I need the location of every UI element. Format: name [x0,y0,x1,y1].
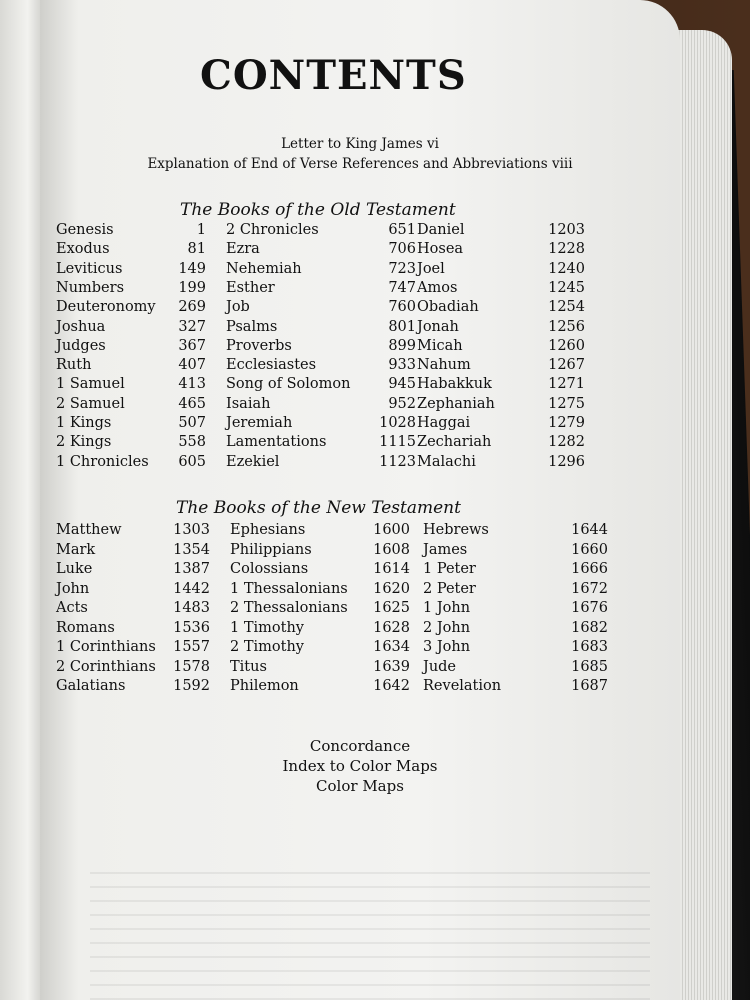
book-page-number: 1600 [373,522,410,538]
book-name: 1 Samuel [56,376,125,393]
book-entry [226,222,416,240]
book-entry [230,620,410,638]
book-entry [230,542,410,560]
new-testament-heading: The Books of the New Testament [176,498,461,518]
book-name: Exodus [56,241,110,258]
book-name: Genesis [56,222,114,238]
book-name: Nehemiah [226,260,302,277]
book-page-number: 1666 [571,561,608,577]
book-entry [56,678,210,696]
book-page-number: 269 [178,299,206,316]
book-name: Ezekiel [226,453,280,470]
book-entry [230,561,410,579]
book-entry [417,415,585,433]
book-page-number: 1028 [379,415,416,431]
book-entry [56,376,206,394]
book-page-number: 407 [178,357,206,374]
book-page-number: 1639 [373,658,410,675]
book-name: Proverbs [226,337,292,354]
book-page-number: 1625 [373,600,410,616]
book-entry [56,454,206,472]
book-page-number: 1672 [571,580,608,597]
book-entry [417,357,585,375]
book-entry [56,222,206,240]
book-entry [417,319,585,337]
book-page-number: 1676 [571,600,608,616]
book-entry [56,261,206,279]
book-name: 2 John [423,619,471,636]
book-name: Song of Solomon [226,376,351,393]
book-entry [417,338,585,356]
book-name: Zechariah [417,434,492,451]
book-name: Jude [423,658,457,675]
book-entry [417,299,585,317]
book-name: Psalms [226,318,278,335]
book-name: Habakkuk [417,376,492,393]
book-page-number: 1254 [548,299,585,316]
book-page-number: 1279 [548,415,585,431]
book-name: Ruth [56,357,92,374]
book-name: 1 Thessalonians [230,580,348,597]
book-entry [226,454,416,472]
book-page-number: 327 [178,318,206,335]
book-entry [423,639,608,657]
book-entry [56,396,206,414]
book-name: 1 Corinthians [56,639,156,655]
book-entry [226,319,416,337]
book-page-number: 1240 [548,260,585,277]
book-entry [423,581,608,599]
book-name: Judges [56,337,106,354]
book-entry [56,542,210,560]
book-entry [56,620,210,638]
book-entry [226,280,416,298]
book-entry [230,600,410,618]
book-entry [423,659,608,677]
book-entry [230,639,410,657]
book-page-number: 1267 [548,357,585,374]
book-page-number: 1296 [548,453,585,470]
book-page-number: 933 [388,357,416,374]
page-title: CONTENTS [200,52,467,99]
book-entry [226,415,416,433]
book-name: Jonah [417,318,459,335]
book-name: Mark [56,541,96,558]
book-name: Joshua [56,318,106,335]
book-page-number: 1387 [173,561,210,577]
book-page-number: 760 [388,299,416,316]
book-name: 1 Kings [56,415,112,431]
book-name: James [423,541,468,558]
book-page-number: 801 [388,318,416,335]
book-name: Isaiah [226,395,271,412]
book-entry [417,454,585,472]
book-entry [226,396,416,414]
book-page-number: 1660 [571,541,608,558]
book-name: Ezra [226,241,260,258]
book-name: Leviticus [56,260,123,277]
book-name: Amos [417,279,458,296]
book-entry [56,415,206,433]
book-entry [417,222,585,240]
book-page-number: 1634 [373,639,410,655]
book-entry [417,376,585,394]
book-entry [56,357,206,375]
book-entry [230,522,410,540]
book-entry [56,434,206,452]
book-page-number: 899 [388,337,416,354]
book-name: 2 Corinthians [56,658,156,675]
book-entry [56,319,206,337]
book-entry [56,522,210,540]
book-name: Zephaniah [417,395,495,412]
book-page-number: 558 [178,434,206,451]
book-name: Joel [417,260,445,277]
book-page-number: 1203 [548,222,585,238]
book-page-number: 1644 [571,522,608,538]
book-page-number: 1608 [373,541,410,558]
book-page-number: 1256 [548,318,585,335]
book-name: Micah [417,337,463,354]
book-name: Philemon [230,678,299,694]
book-name: Luke [56,561,93,577]
front-matter-letter: Letter to King James vi [281,136,439,152]
book-name: Hosea [417,241,464,258]
book-page-number: 413 [178,376,206,393]
book-name: 2 Thessalonians [230,600,348,616]
book-page-number: 1483 [173,600,210,616]
back-matter-color-maps: Color Maps [316,777,404,795]
book-name: 3 John [423,639,471,655]
book-name: 2 Kings [56,434,112,451]
book-name: Job [226,299,250,316]
book-name: 2 Samuel [56,395,125,412]
book-page-number: 651 [388,222,416,238]
book-name: Nahum [417,357,471,374]
book-page-number: 1614 [373,561,410,577]
book-name: 2 Peter [423,580,476,597]
book-page-number: 149 [178,260,206,277]
book-page-number: 706 [388,241,416,258]
book-entry [56,241,206,259]
book-name: Titus [230,658,267,675]
book-entry [226,241,416,259]
book-entry [230,659,410,677]
book-page-number: 1642 [373,678,410,694]
book-entry [417,434,585,452]
bleed-through-text [90,860,650,1000]
book-entry [417,261,585,279]
book-entry [423,600,608,618]
book-entry [56,299,206,317]
book-name: Ephesians [230,522,306,538]
book-entry [423,678,608,696]
book-page-number: 1592 [173,678,210,694]
book-entry [56,639,210,657]
book-name: Deuteronomy [56,299,156,316]
book-page-number: 1536 [173,619,210,636]
book-entry [226,299,416,317]
book-page-number: 199 [178,279,206,296]
book-entry [226,261,416,279]
book-name: 2 Timothy [230,639,304,655]
book-name: Ecclesiastes [226,357,317,374]
book-page-number: 605 [178,453,206,470]
book-entry [417,280,585,298]
book-name: Haggai [417,415,471,431]
book-name: John [56,580,90,597]
book-name: Malachi [417,453,476,470]
book-entry [423,522,608,540]
book-entry [56,280,206,298]
book-page-number: 1557 [173,639,210,655]
book-page-number: 952 [388,395,416,412]
book-name: Jeremiah [226,415,293,431]
book-name: Romans [56,619,115,636]
book-entry [417,396,585,414]
book-name: Obadiah [417,299,479,316]
book-page-number: 1260 [548,337,585,354]
book-page-number: 1123 [379,453,416,470]
book-page-number: 1228 [548,241,585,258]
contents-page [40,0,680,1000]
book-name: 1 Timothy [230,619,304,636]
book-name: 2 Chronicles [226,222,319,238]
book-name: Colossians [230,561,309,577]
book-page-number: 747 [388,279,416,296]
book-name: Matthew [56,522,122,538]
book-page-number: 1442 [173,580,210,597]
book-entry [423,542,608,560]
book-page-number: 1682 [571,619,608,636]
back-matter-index-color-maps: Index to Color Maps [282,757,438,775]
book-entry [230,581,410,599]
book-name: Daniel [417,222,465,238]
book-page-number: 1578 [173,658,210,675]
book-page-number: 945 [388,376,416,393]
book-entry [56,600,210,618]
book-page-number: 81 [187,241,206,258]
book-name: 1 Chronicles [56,453,149,470]
book-page-number: 1628 [373,619,410,636]
book-entry [423,620,608,638]
book-entry [56,581,210,599]
book-name: Acts [56,600,88,616]
book-name: 1 Peter [423,561,476,577]
book-name: Galatians [56,678,126,694]
book-name: Revelation [423,678,502,694]
book-entry [417,241,585,259]
book-entry [226,338,416,356]
book-entry [56,561,210,579]
book-page-number: 367 [178,337,206,354]
book-page-number: 1354 [173,541,210,558]
book-page-number: 507 [178,415,206,431]
book-entry [230,678,410,696]
book-page-number: 465 [178,395,206,412]
book-entry [56,659,210,677]
book-name: 1 John [423,600,471,616]
book-page-number: 1245 [548,279,585,296]
book-page-number: 1620 [373,580,410,597]
book-page-number: 1685 [571,658,608,675]
book-page-number: 1683 [571,639,608,655]
book-entry [226,434,416,452]
front-matter-explanation: Explanation of End of Verse References and Abbreviations viii [147,156,573,172]
book-name: Esther [226,279,275,296]
book-entry [56,338,206,356]
book-name: Lamentations [226,434,327,451]
book-page-number: 1115 [379,434,416,451]
book-page-number: 1 [196,222,206,238]
back-matter-concordance: Concordance [309,737,411,755]
book-page-number: 1275 [548,395,585,412]
book-name: Numbers [56,279,125,296]
book-name: Philippians [230,541,312,558]
book-page-number: 1303 [173,522,210,538]
book-entry [226,357,416,375]
book-name: Hebrews [423,522,489,538]
book-page-number: 1687 [571,678,608,694]
book-page-number: 1271 [548,376,585,393]
old-testament-heading: The Books of the Old Testament [180,200,456,220]
book-page-number: 1282 [548,434,585,451]
book-entry [423,561,608,579]
book-entry [226,376,416,394]
book-page-number: 723 [388,260,416,277]
